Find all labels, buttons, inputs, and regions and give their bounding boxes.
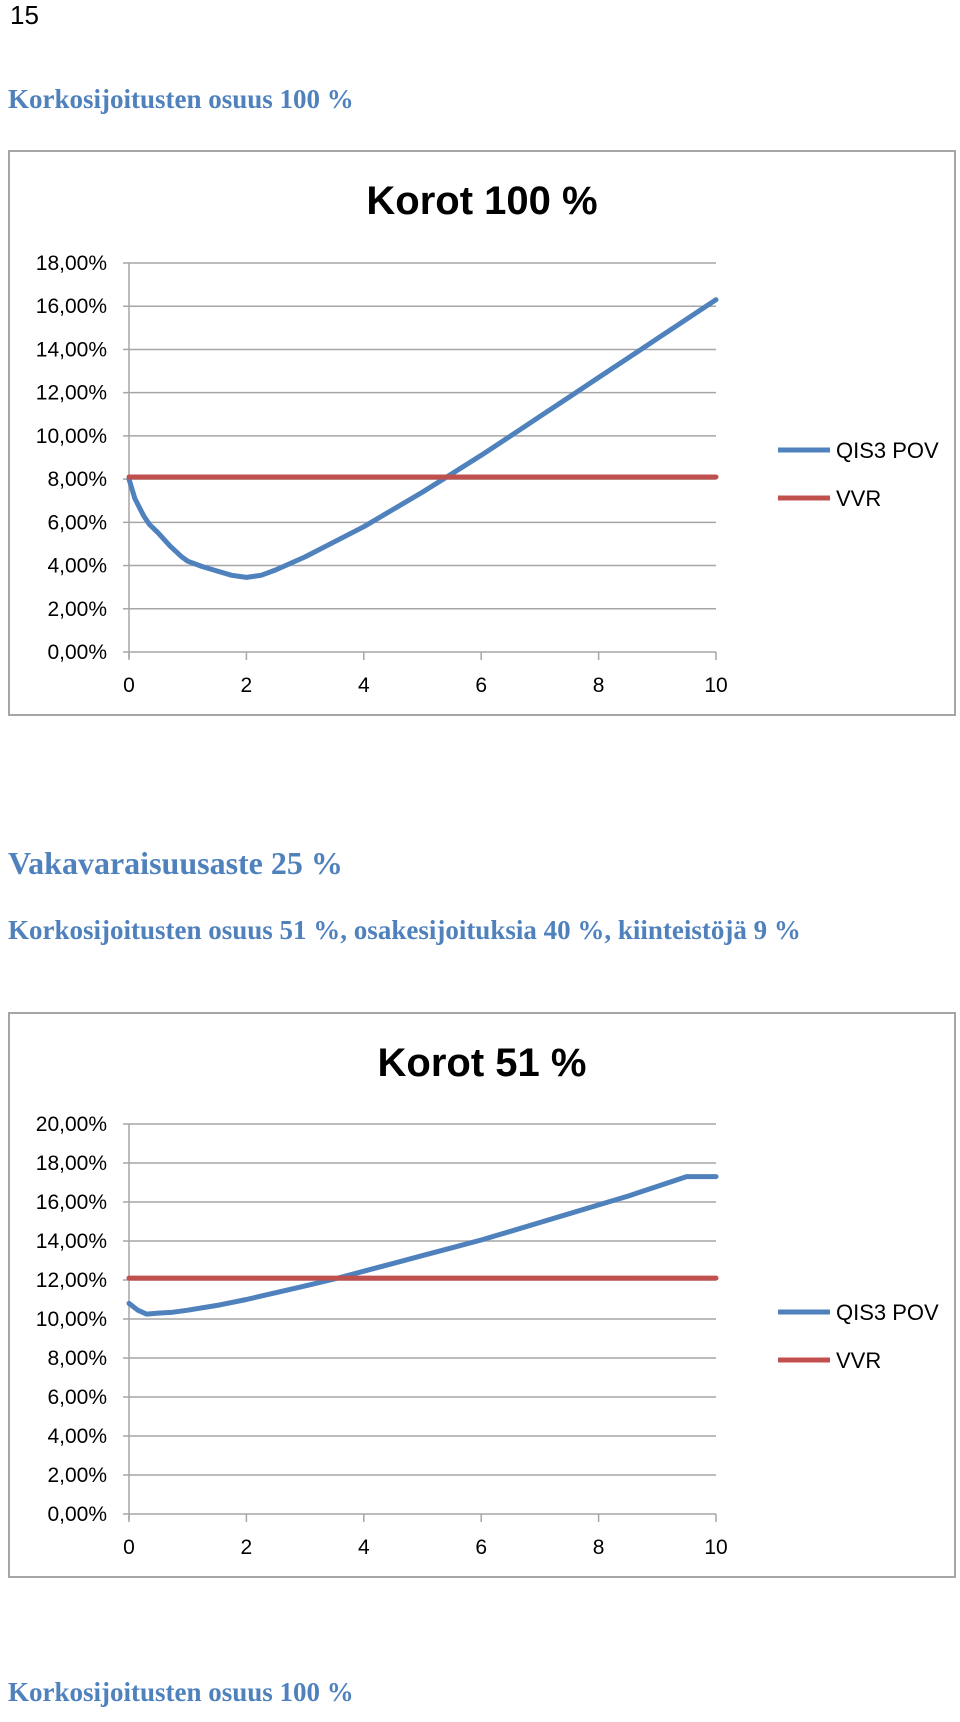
x-tick-label: 0 [123, 1536, 135, 1559]
y-tick-label: 0,00% [47, 641, 107, 664]
y-tick-label: 18,00% [35, 1152, 107, 1175]
y-tick-label: 16,00% [35, 295, 107, 319]
y-tick-label: 18,00% [35, 252, 107, 275]
x-tick-label: 2 [240, 674, 253, 697]
section-heading-equity-share-100: Korkosijoitusten osuus 100 % [8, 84, 354, 114]
chart-svg-2 [10, 1014, 958, 1580]
y-tick-label: 4,00% [47, 1425, 107, 1448]
x-tick-label: 10 [704, 674, 728, 697]
y-tick-label: 20,00% [35, 1113, 107, 1136]
y-tick-label: 6,00% [47, 511, 107, 535]
x-tick-label: 6 [475, 674, 488, 697]
chart-title: Korot 51 % [377, 1041, 587, 1085]
y-tick-label: 12,00% [35, 1269, 107, 1292]
y-tick-label: 12,00% [35, 381, 107, 405]
x-tick-label: 8 [592, 1536, 605, 1559]
legend-label: VVR [836, 1348, 882, 1373]
y-tick-label: 4,00% [47, 554, 107, 578]
y-tick-label: 14,00% [35, 1230, 107, 1253]
x-tick-label: 8 [592, 674, 605, 697]
y-tick-label: 8,00% [47, 468, 107, 492]
y-tick-label: 2,00% [47, 597, 107, 621]
x-tick-label: 10 [704, 1536, 728, 1559]
legend-label: QIS3 POV [836, 438, 939, 463]
y-tick-label: 8,00% [47, 1347, 107, 1370]
y-tick-label: 16,00% [35, 1191, 107, 1214]
x-tick-label: 6 [475, 1536, 488, 1559]
chart-korot-51 [8, 1012, 956, 1578]
y-tick-label: 14,00% [35, 338, 107, 362]
legend-label: QIS3 POV [836, 1300, 939, 1325]
section-heading-equity-share-100-repeat: Korkosijoitusten osuus 100 % [8, 1677, 354, 1707]
y-tick-label: 10,00% [35, 1308, 107, 1331]
x-tick-label: 4 [357, 1536, 370, 1559]
chart-korot-100 [8, 150, 956, 716]
chart-title: Korot 100 % [366, 179, 598, 223]
y-tick-label: 2,00% [47, 1464, 107, 1487]
section-heading-allocation-51: Korkosijoitusten osuus 51 %, osakesijoituksia 40 %, kiinteistöjä 9 % [8, 915, 801, 945]
series-line-qis3-pov [129, 1177, 716, 1315]
x-tick-label: 4 [357, 674, 370, 697]
y-tick-label: 10,00% [35, 424, 107, 448]
chart-svg-1 [10, 152, 958, 718]
x-tick-label: 0 [123, 674, 135, 697]
page-number: 15 [10, 0, 39, 30]
legend-label: VVR [836, 486, 882, 511]
section-heading-solvency: Vakavaraisuusaste 25 % [8, 845, 343, 881]
y-tick-label: 6,00% [47, 1386, 107, 1409]
x-tick-label: 2 [240, 1536, 253, 1559]
series-line-qis3-pov [129, 300, 716, 578]
y-tick-label: 0,00% [47, 1503, 107, 1526]
